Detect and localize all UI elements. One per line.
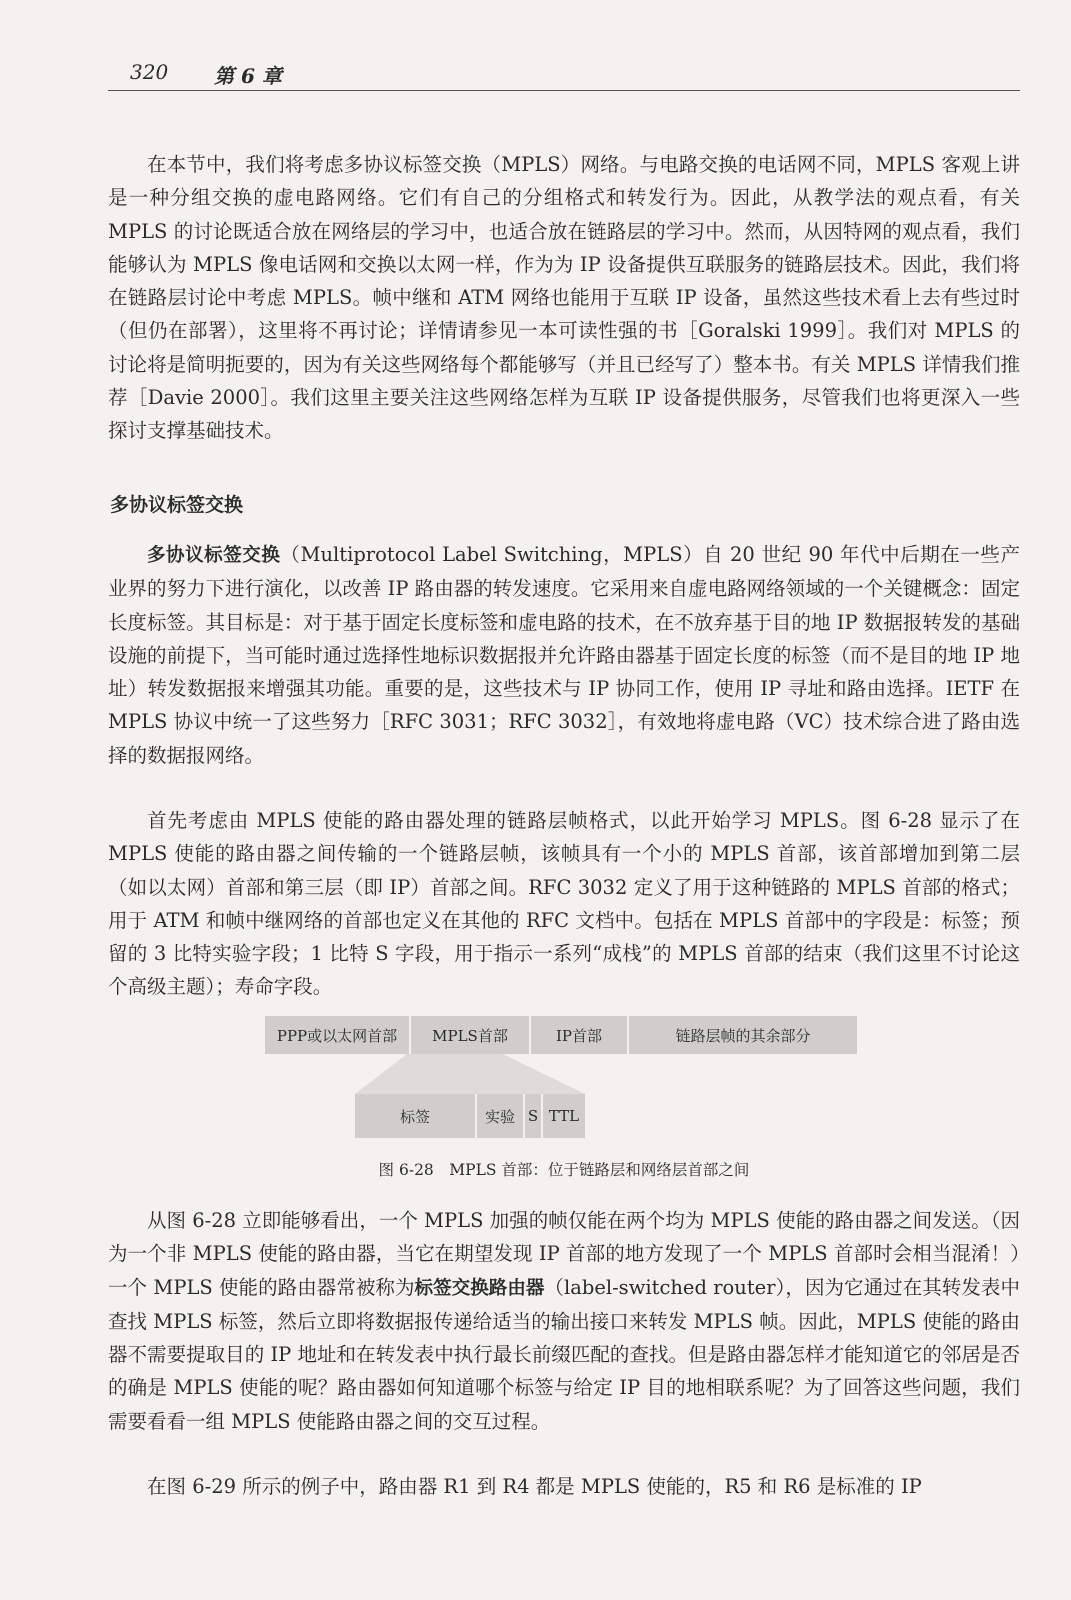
- paragraph-text: 首先考虑由 MPLS 使能的路由器处理的链路层帧格式，以此开始学习 MPLS。图 6-28 显示了在 MPLS 使能的路由器之间传输的一个链路层帧，该帧具有一个小的 MPLS 首部，该首部增加到第二层（如以太网）首部和第三层（即 IP）首部之间。RFC 3032 定义了用于这种链路的 MPLS 首部的格式；用于 ATM 和帧中继网络的首部也定义在其他的 RFC 文档中。包括在 MPLS 首部中的字段是：标签；预留的 3 比特实验字段；1 比特 S 字段，用于指示一系列“成栈”的 MPLS 首部的结束（我们这里不讨论这个高级主题）；寿命字段。: [108, 809, 1020, 999]
- field-frame-rest: 链路层帧的其余部分: [675, 1026, 811, 1045]
- paragraph-text: 在图 6-29 所示的例子中，路由器 R1 到 R4 都是 MPLS 使能的，R5 和 R6 是标准的 IP: [147, 1475, 922, 1498]
- key-term: 标签交换路由器: [414, 1277, 545, 1299]
- mpls-header-detail: [355, 1094, 585, 1138]
- paragraph-text: [108, 1204, 1020, 1438]
- field-ttl: TTL: [548, 1107, 580, 1125]
- paragraph-lsr: [108, 1204, 1020, 1438]
- field-mpls-header: MPLS首部: [411, 1016, 531, 1054]
- field-label: 标签: [355, 1094, 477, 1138]
- page-number: 320: [130, 60, 169, 84]
- section-heading: 多协议标签交换: [110, 494, 244, 516]
- running-header: [108, 56, 1020, 91]
- paragraph-frame-format: [108, 804, 1020, 1004]
- paragraph-body: （Multiprotocol Label Switching，MPLS）自 20 世纪 90 年代中后期在一些产业界的努力下进行演化，以改善 IP 路由器的转发速度。它采用来自虚电路网络领域的一个关键概念：固定长度标签。其目标是：对于基于固定长度标签和虚电路的技术，在不放弃基于目的地 IP 数据报转发的基础设施的前提下，当可能时通过选择性地标识数据报并允许路由器基于固定长度的标签（而不是目的地 IP 地址）转发数据报来增强其功能。重要的是，这些技术与 IP 协同工作，使用 IP 寻址和路由选择。IETF 在 MPLS 协议中统一了这些努力［RFC 3031；RFC 3032］，有效地将虚电路（VC）技术综合进了路由选择的数据报网络。: [108, 543, 1020, 767]
- paragraph-mpls-definition: [108, 538, 1020, 772]
- field-exp: 实验: [477, 1094, 525, 1138]
- expansion-connector: [355, 1054, 585, 1094]
- key-term: 多协议标签交换: [147, 545, 281, 566]
- field-l2-header: PPP或以太网首部: [265, 1016, 411, 1054]
- paragraph-intro: [108, 148, 1020, 448]
- chapter-label: 第 6 章: [214, 64, 282, 88]
- paragraph-text: [108, 538, 1020, 772]
- figure-caption: 图 6-28 MPLS 首部：位于链路层和网络层首部之间: [378, 1161, 750, 1179]
- paragraph-body: （label-switched router），因为它通过在其转发表中查找 MPLS 标签，然后立即将数据报传递给适当的输出接口来转发 MPLS 帧。因此，MPLS 使能的路由器不需要提取目的 IP 地址和在转发表中执行最长前缀匹配的查找。但是路由器怎样才能知道它的邻居是否的确是 MPLS 使能的呢？路由器如何知道哪个标签与给定 IP 目的地相联系呢？为了回答这些问题，我们需要看看一组 MPLS 使能路由器之间的交互过程。: [108, 1275, 1020, 1433]
- field-ip-header: IP首部: [531, 1016, 629, 1054]
- frame-format-diagram: [265, 1016, 857, 1054]
- paragraph-text: 在本节中，我们将考虑多协议标签交换（MPLS）网络。与电路交换的电话网不同，MPLS 客观上讲是一种分组交换的虚电路网络。它们有自己的分组格式和转发行为。因此，从教学法的观点看，有关 MPLS 的讨论既适合放在网络层的学习中，也适合放在链路层的学习中。然而，从因特网的观点看，我们能够认为 MPLS 像电话网和交换以太网一样，作为为 IP 设备提供互联服务的链路层技术。因此，我们将在链路层讨论中考虑 MPLS。帧中继和 ATM 网络也能用于互联 IP 设备，虽然这些技术看上去有些过时（但仍在部署），这里将不再讨论；详情请参见一本可读性强的书［Goralski 1999］。我们对 MPLS 的讨论将是简明扼要的，因为有关这些网络每个都能够写（并且已经写了）整本书。有关 MPLS 详情我们推荐［Davie 2000］。我们这里主要关注这些网络怎样为互联 IP 设备提供服务，尽管我们也将更深入一些探讨支撑基础技术。: [108, 153, 1020, 443]
- field-s: S: [525, 1094, 543, 1138]
- paragraph-example: [108, 1470, 1020, 1503]
- paragraph-body: 从图 6-28 立即能够看出，一个 MPLS 加强的帧仅能在两个均为 MPLS 使能的路由器之间发送。（因为一个非 MPLS 使能的路由器，当它在期望发现 IP 首部的地方发现了一个 MPLS 首部时会相当混淆！）一个 MPLS 使能的路由器常被称为: [108, 1209, 1020, 1299]
